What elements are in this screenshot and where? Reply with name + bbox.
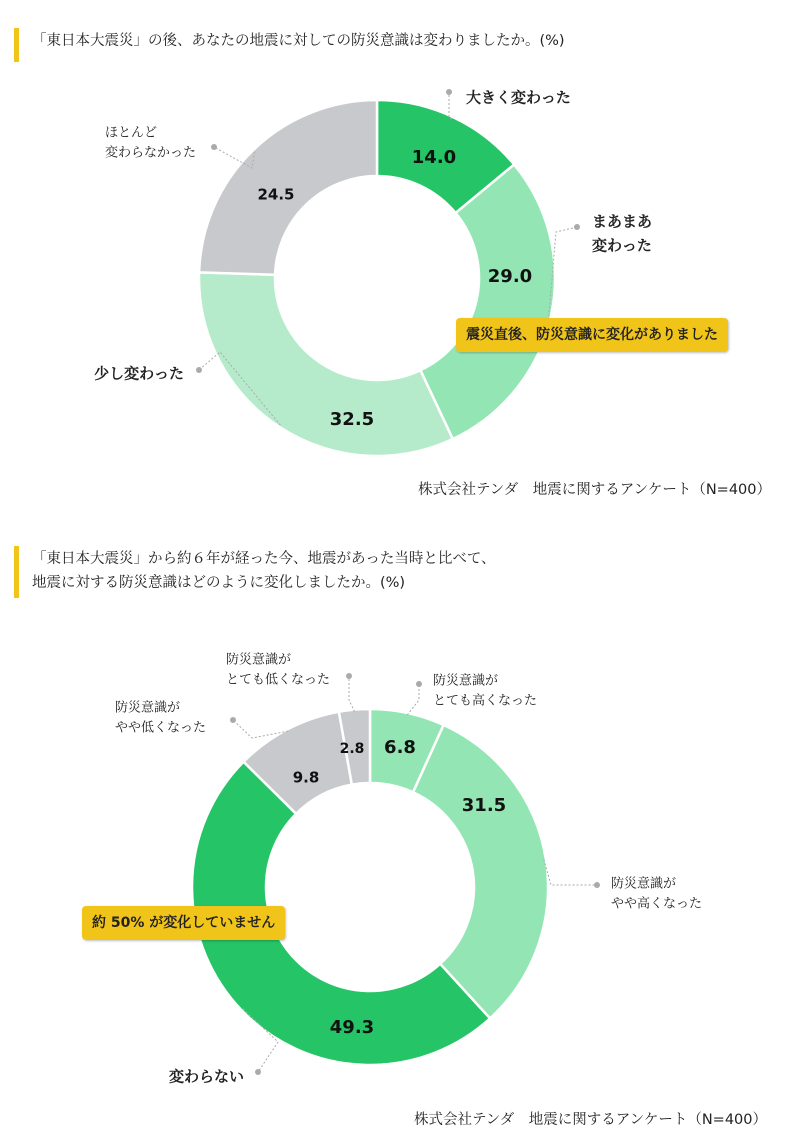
donut-1-slice-1-value: 14.0 <box>411 147 457 168</box>
donut-1-slice-3-label: 少し変わった <box>94 364 184 383</box>
donut-1-slice-3-leader-dot <box>196 367 202 373</box>
donut-2-slice-3-label: 変わらない <box>168 1067 244 1086</box>
donut-2-slice-4-label: 防災意識が <box>115 700 181 716</box>
donut-2-slice-1-label: 防災意識が <box>433 673 499 689</box>
donut-2-slice-2-leader <box>544 860 597 885</box>
donut-2-slice-2-label: 防災意識が <box>611 876 677 892</box>
donut-1-slice-4-label: 変わらなかった <box>105 145 197 161</box>
donut-2-slice-3-leader-dot <box>255 1069 261 1075</box>
donut-2-slice-2-leader-dot <box>594 882 600 888</box>
donut-1-slice-4-leader-dot <box>211 144 217 150</box>
donut-2-slice-4-label: やや低くなった <box>115 720 207 736</box>
donut-1-slice-1-leader-dot <box>446 89 452 95</box>
donut-2-slice-3-value: 49.3 <box>329 1017 375 1038</box>
donut-1-slice-1-label: 大きく変わった <box>466 88 571 107</box>
donut-chart-1 <box>0 0 800 520</box>
donut-1-slice-2 <box>420 165 555 440</box>
question-2-line-2: 地震に対する防災意識はどのように変化しましたか。(%) <box>32 575 406 591</box>
donut-1-slice-4-value: 24.5 <box>257 185 295 204</box>
donut-1-slice-2-leader-dot <box>574 224 580 230</box>
donut-2-slice-5-leader-dot <box>346 673 352 679</box>
source-note-2: 株式会社テンダ 地震に関するアンケート（N=400） <box>414 1112 767 1128</box>
donut-2-slice-2-label: やや高くなった <box>611 896 703 912</box>
donut-1-slice-4-label: ほとんど <box>105 125 158 141</box>
question-2-line-1: 「東日本大震災」から約６年が経った今、地震があった当時と比べて、 <box>32 551 496 567</box>
donut-2-slice-2-value: 31.5 <box>461 795 507 816</box>
donut-2-slice-1-value: 6.8 <box>384 737 416 758</box>
source-note-1: 株式会社テンダ 地震に関するアンケート（N=400） <box>418 482 771 498</box>
callout-badge-1: 震災直後、防災意識に変化がありました <box>456 318 728 352</box>
donut-1-slice-3-value: 32.5 <box>329 409 375 430</box>
donut-2-slice-1-leader-dot <box>416 681 422 687</box>
question-2 <box>32 547 496 595</box>
donut-2-slice-1-leader <box>407 684 419 715</box>
donut-2-slice-4-value: 9.8 <box>292 768 320 787</box>
donut-2-slice-1-label: とても高くなった <box>433 693 538 709</box>
callout-badge-2: 約 50% が変化していません <box>82 906 285 940</box>
donut-2-slice-4-leader-dot <box>230 717 236 723</box>
donut-2-slice-5-leader <box>349 676 355 712</box>
donut-2-slice-5-label: とても低くなった <box>226 672 331 688</box>
donut-1-slice-2-value: 29.0 <box>487 266 533 287</box>
question-accent-bar <box>14 546 19 598</box>
donut-chart-2 <box>0 620 800 1100</box>
donut-1-slice-2-label: まあまあ <box>592 212 653 231</box>
donut-2-slice-5-label: 防災意識が <box>226 652 292 668</box>
question-1-line: 「東日本大震災」の後、あなたの地震に対しての防災意識は変わりましたか。(%) <box>32 33 565 49</box>
donut-1-slice-3 <box>199 272 453 456</box>
donut-1-slice-2-label: 変わった <box>592 236 652 255</box>
donut-2-slice-5-value: 2.8 <box>339 741 365 757</box>
